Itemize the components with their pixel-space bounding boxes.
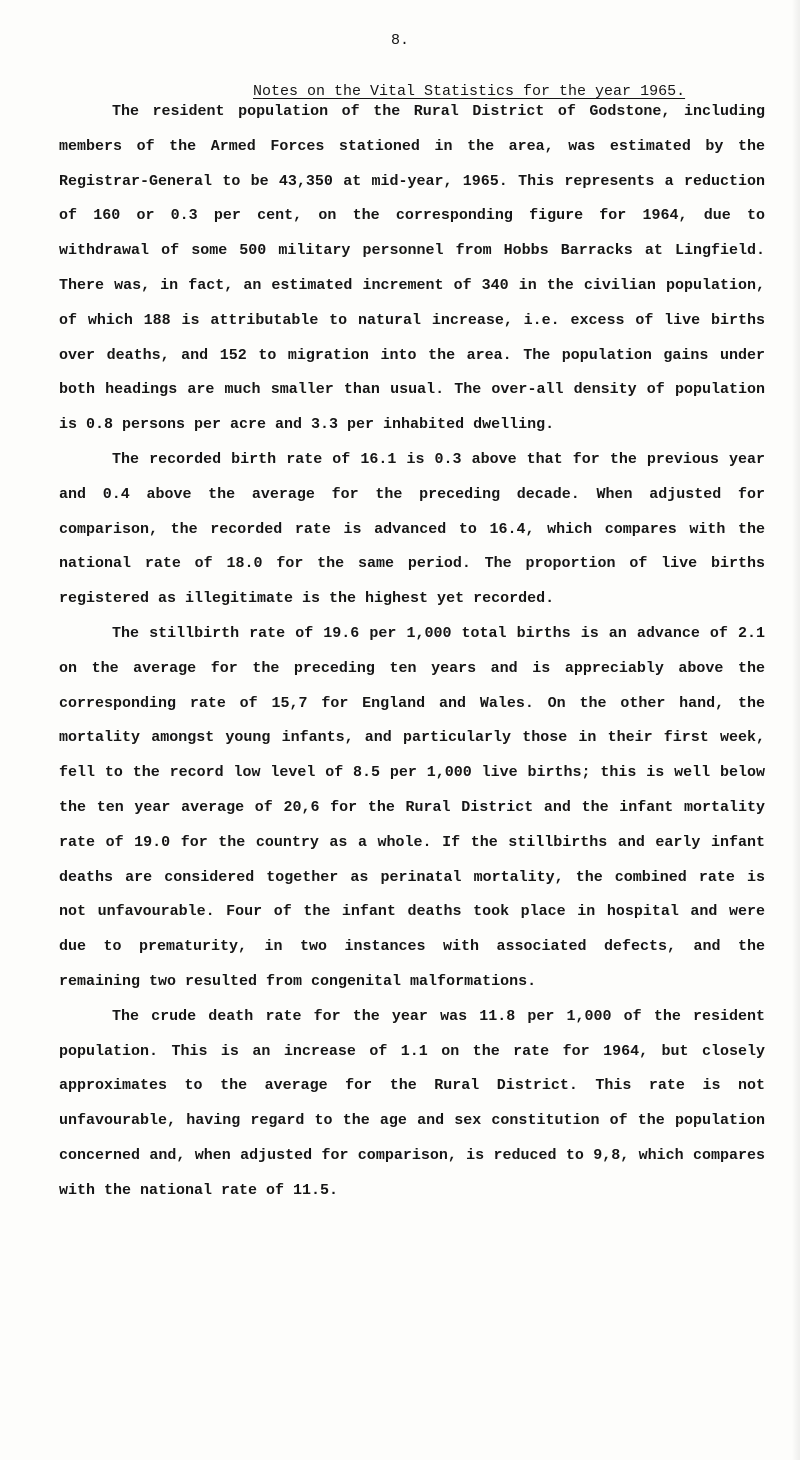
page-number: 8. <box>390 32 409 49</box>
paragraph-stillbirth-rate: The stillbirth rate of 19.6 per 1,000 total births is an advance of 2.1 on the average for the preceding ten years and is appreciably above the corresponding rate of 15,7 for England and Wales. On the other hand, the mortality amongst young infants, and particularly those in their first week, fell to the record low level of 8.5 per 1,000 live births; this is well below the ten year average of 20,6 for the Rural District and the infant mortality rate of 19.0 for the country as a whole. If the stillbirths and early infant deaths are considered together as perinatal mortality, the combined rate is not unfavourable. Four of the infant deaths took place in hospital and were due to prematurity, in two instances with associated defects, and the remaining two resulted from congenital malformations. <box>59 624 765 990</box>
scan-edge-shadow <box>792 0 800 1460</box>
document-title: Notes on the Vital Statistics for the year 1965. <box>253 83 686 100</box>
paragraph-population: The resident population of the Rural District of Godstone, including members of the Armed Forces stationed in the area, was estimated by the Registrar-General to be 43,350 at mid-year, 1965. This represents a reduction of 160 or 0.3 per cent, on the corresponding figure for 1964, due to withdrawal of some 500 military personnel from Hobbs Barracks at Lingfield. There was, in fact, an estimated increment of 340 in the civilian population, of which 188 is attributable to natural increase, i.e. excess of live births over deaths, and 152 to migration into the area. The population gains under both headings are much smaller than usual. The over-all density of population is 0.8 persons per acre and 3.3 per inhabited dwelling. <box>59 103 765 434</box>
paragraph-birth-rate: The recorded birth rate of 16.1 is 0.3 above that for the previous year and 0.4 above the average for the preceding decade. When adjusted for comparison, the recorded rate is advanced to 16.4, which compares with the national rate of 18.0 for the same period. The proportion of live births registered as illegitimate is the highest yet recorded. <box>59 450 765 608</box>
document-body <box>59 95 765 1209</box>
paragraph-death-rate: The crude death rate for the year was 11.8 per 1,000 of the resident population. This is an increase of 1.1 on the rate for 1964, but closely approximates to the average for the Rural District. This rate is not unfavourable, having regard to the age and sex constitution of the population concerned and, when adjusted for comparison, is reduced to 9,8, which compares with the national rate of 11.5. <box>59 1007 765 1199</box>
